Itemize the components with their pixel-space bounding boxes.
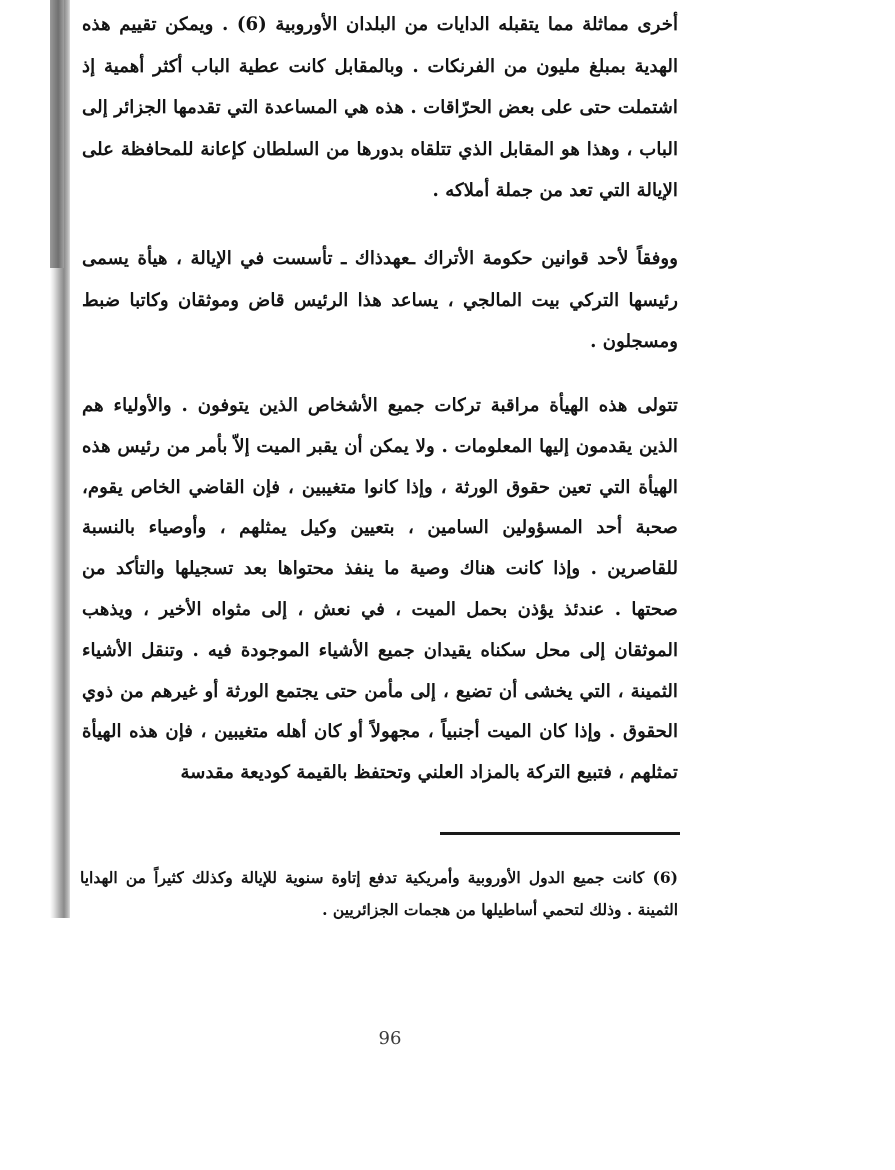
page-number: 96 <box>378 1028 402 1049</box>
footnote: (6) كانت جميع الدول الأوروبية وأمريكية تدفع إتاوة سنوية للإيالة وكذلك كثيراً من الهدايا الثمينة . وذلك لتحمي أساطيلها من هجمات الجزائريين . <box>80 868 678 919</box>
paragraph-1: أخرى مماثلة مما يتقبله الدايات من البلدان الأوروبية (6) . ويمكن تقييم هذه الهدية بمبلغ مليون من الفرنكات . وبالمقابل كانت عطية الباب أكثر أهمية إذ اشتملت حتى على بعض الحرّاقات . هذه هي المساعدة التي تقدمها الجزائر إلى الباب ، وهذا هو المقابل الذي تتلقاه بدورها من السلطان كإعانة للمحافظة على الإيالة التي تعد من جملة أملاكه . <box>82 14 678 201</box>
footnote-separator <box>440 832 680 835</box>
scan-binding-shadow-upper <box>50 0 64 268</box>
paragraph-3: تتولى هذه الهيأة مراقبة تركات جميع الأشخاص الذين يتوفون . والأولياء هم الذين يقدمون إليها المعلومات . ولا يمكن أن يقبر الميت إلاّ بأمر من رئيس هذه الهيأة التي تعين حقوق الورثة ، وإذا كانوا متغيبين ، فإن القاضي الخاص يقوم، صحبة أحد المسؤولين السامين ، بتعيين وكيل يمثلهم ، وأوصياء بالنسبة للقاصرين . وإذا كانت هناك وصية ما ينفذ محتواها بعد تسجيلها والتأكد من صحتها . عندئذ يؤذن بحمل الميت ، في نعش ، إلى مثواه الأخير ، ويذهب الموثقان إلى محل سكناه يقيدان جميع الأشياء الموجودة فيه . وتنقل الأشياء الثمينة ، التي يخشى أن تضيع ، إلى مأمن حتى يجتمع الورثة أو غيرهم من ذوي الحقوق . وإذا كان الميت أجنبياً ، مجهولاً أو كان أهله متغيبين ، فإن هذه الهيأة تمثلهم ، فتبيع التركة بالمزاد العلني وتحتفظ بالقيمة كوديعة مقدسة <box>82 395 678 784</box>
paragraph-2: ووفقاً لأحد قوانين حكومة الأتراك ـعهدذاك ـ تأسست في الإيالة ، هيأة يسمى رئيسها التركي بيت المالجي ، يساعد هذا الرئيس قاض وموثقان وكاتبا ضبط ومسجلون . <box>82 248 678 352</box>
